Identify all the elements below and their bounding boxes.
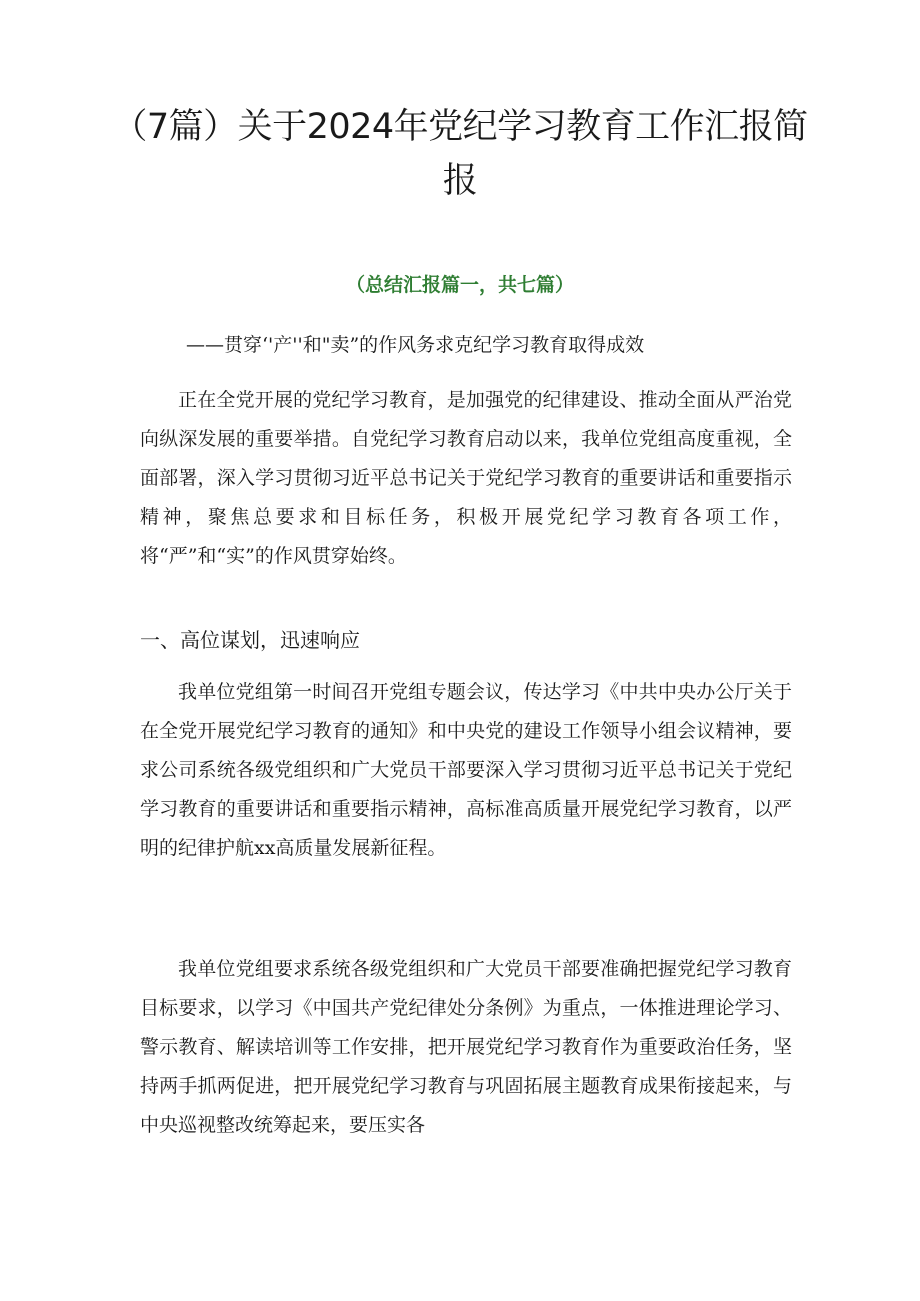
section-heading: 一、高位谋划，迅速响应 [140, 628, 360, 652]
intro-paragraph: 正在全党开展的党纪学习教育，是加强党的纪律建设、推动全面从严治党向纵深发展的重要举措。自党纪学习教育启动以来，我单位党组高度重视，全面部署，深入学习贯彻习近平总书记关于党纪学习教育的重要讲话和重要指示精神，聚焦总要求和目标任务，积极开展党纪学习教育各项工作，将“严”和“实”的作风贯穿始终。 [140, 389, 792, 567]
section-paragraph: 我单位党组要求系统各级党组织和广大党员干部要准确把握党纪学习教育目标要求，以学习《中国共产党纪律处分条例》为重点，一体推进理论学习、警示教育、解读培训等工作安排，把开展党纪学习教育作为重要政治任务，坚持两手抓两促进，把开展党纪学习教育与巩固拓展主题教育成果衔接起来，与中央巡视整改统筹起来，要压实各 [140, 958, 792, 1136]
document-subtitle: （总结汇报篇一，共七篇） [345, 274, 574, 296]
section-paragraph: 我单位党组第一时间召开党组专题会议，传达学习《中共中央办公厅关于在全党开展党纪学习教育的通知》和中央党的建设工作领导小组会议精神，要求公司系统各级党组织和广大党员干部要深入学习贯彻习近平总书记关于党纪学习教育的重要讲话和重要指示精神，高标准高质量开展党纪学习教育，以严明的纪律护航xx高质量发展新征程。 [140, 681, 792, 859]
document-title: （7篇）关于2024年党纪学习教育工作汇报简报 [112, 107, 808, 201]
document-tagline: ——贯穿‘'产''和"卖”的作风务求克纪学习教育取得成效 [186, 334, 645, 356]
